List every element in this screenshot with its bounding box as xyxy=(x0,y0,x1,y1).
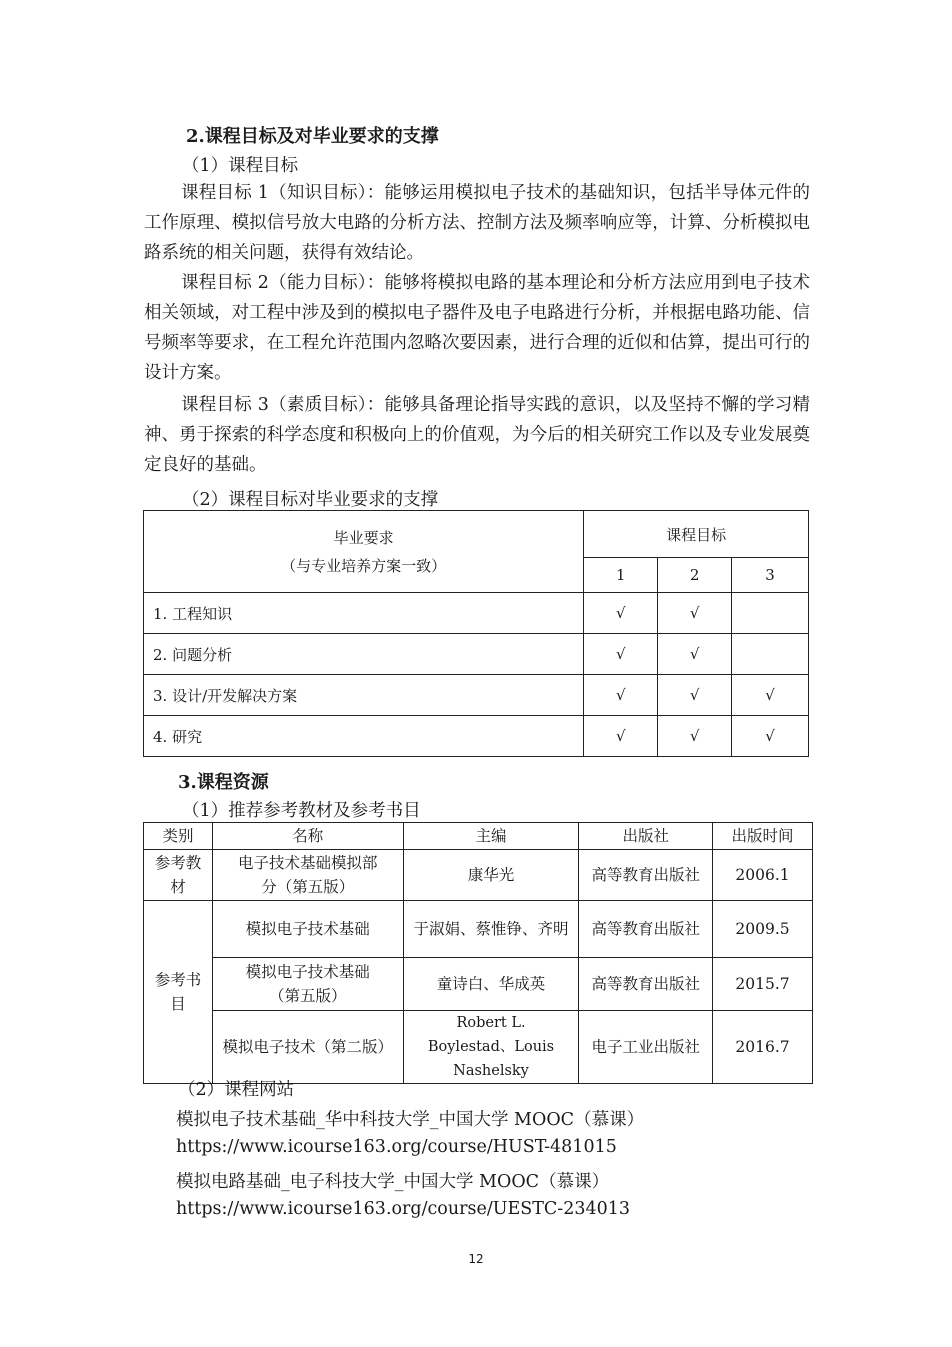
book-table xyxy=(143,822,813,1084)
requirement-subheader: （与专业培养方案一致） xyxy=(281,556,447,575)
objective-1-paragraph: 课程目标 1（知识目标）：能够运用模拟电子技术的基础知识，包括半导体元件的工作原理、模拟信号放大电路的分析方法、控制方法及频率响应等，计算、分析模拟电路系统的相关问题，获得有效结论。 xyxy=(144,183,810,263)
book-name: 电子技术基础模拟部分（第五版） xyxy=(212,850,403,901)
book-date: 2016.7 xyxy=(713,1011,813,1084)
header-date: 出版时间 xyxy=(713,823,813,850)
header-editor: 主编 xyxy=(403,823,579,850)
subsection-course-objectives: （1）课程目标 xyxy=(182,156,299,176)
mark-cell: √ xyxy=(658,716,732,757)
book-publisher: 高等教育出版社 xyxy=(579,958,713,1011)
book-publisher: 高等教育出版社 xyxy=(579,850,713,901)
requirement-cell: 2. 问题分析 xyxy=(144,634,584,675)
book-editor: 于淑娟、蔡惟铮、齐明 xyxy=(403,901,579,958)
table-row xyxy=(144,850,813,901)
table-row xyxy=(144,716,809,757)
table-row xyxy=(144,634,809,675)
table-row xyxy=(144,675,809,716)
website-2-name: 模拟电路基础_电子科技大学_中国大学 MOOC（慕课） xyxy=(176,1172,610,1192)
subsection-books: （1）推荐参考教材及参考书目 xyxy=(182,801,421,821)
mark-cell: √ xyxy=(584,634,658,675)
mark-cell xyxy=(732,634,809,675)
mark-cell: √ xyxy=(658,634,732,675)
book-publisher: 高等教育出版社 xyxy=(579,901,713,958)
website-2-url[interactable]: https://www.icourse163.org/course/UESTC-234013 xyxy=(176,1199,631,1219)
mark-cell: √ xyxy=(584,716,658,757)
support-table xyxy=(143,510,809,757)
header-name: 名称 xyxy=(212,823,403,850)
goal-col-1: 1 xyxy=(584,558,658,593)
mark-cell: √ xyxy=(584,675,658,716)
requirement-cell: 1. 工程知识 xyxy=(144,593,584,634)
mark-cell: √ xyxy=(658,593,732,634)
subsection-support: （2）课程目标对毕业要求的支撑 xyxy=(182,490,439,510)
requirement-header: 毕业要求 xyxy=(333,528,394,547)
book-name: 模拟电子技术基础 xyxy=(212,901,403,958)
table-row xyxy=(144,1011,813,1084)
goal-header: 课程目标 xyxy=(584,511,809,558)
goal-col-2: 2 xyxy=(658,558,732,593)
category-reference: 参考书目 xyxy=(144,901,213,1084)
book-date: 2009.5 xyxy=(713,901,813,958)
goal-col-3: 3 xyxy=(732,558,809,593)
book-name: 模拟电子技术基础（第五版） xyxy=(212,958,403,1011)
requirement-cell: 4. 研究 xyxy=(144,716,584,757)
mark-cell: √ xyxy=(732,716,809,757)
header-category: 类别 xyxy=(144,823,213,850)
mark-cell: √ xyxy=(658,675,732,716)
mark-cell xyxy=(732,593,809,634)
category-textbook: 参考教材 xyxy=(144,850,213,901)
book-date: 2015.7 xyxy=(713,958,813,1011)
section-3-title: 3.课程资源 xyxy=(178,772,269,793)
subsection-websites: （2）课程网站 xyxy=(178,1080,295,1100)
page-number: 12 xyxy=(468,1252,484,1266)
section-2-title: 2.课程目标及对毕业要求的支撑 xyxy=(186,126,439,147)
mark-cell: √ xyxy=(732,675,809,716)
book-editor: 童诗白、华成英 xyxy=(403,958,579,1011)
table-row xyxy=(144,593,809,634)
requirement-header-cell xyxy=(144,511,584,593)
requirement-cell: 3. 设计/开发解决方案 xyxy=(144,675,584,716)
objective-3-paragraph: 课程目标 3（素质目标）：能够具备理论指导实践的意识，以及坚持不懈的学习精神、勇于探索的科学态度和积极向上的价值观，为今后的相关研究工作以及专业发展奠定良好的基础。 xyxy=(144,395,810,475)
header-publisher: 出版社 xyxy=(579,823,713,850)
objective-2-paragraph: 课程目标 2（能力目标）：能够将模拟电路的基本理论和分析方法应用到电子技术相关领域，对工程中涉及到的模拟电子器件及电子电路进行分析，并根据电路功能、信号频率等要求，在工程允许范围内忽略次要因素，进行合理的近似和估算，提出可行的设计方案。 xyxy=(144,273,810,383)
book-editor: Robert L. Boylestad、Louis Nashelsky xyxy=(403,1011,579,1084)
book-publisher: 电子工业出版社 xyxy=(579,1011,713,1084)
mark-cell: √ xyxy=(584,593,658,634)
book-name: 模拟电子技术（第二版） xyxy=(212,1011,403,1084)
book-editor: 康华光 xyxy=(403,850,579,901)
website-1-url[interactable]: https://www.icourse163.org/course/HUST-481015 xyxy=(176,1137,617,1157)
book-date: 2006.1 xyxy=(713,850,813,901)
table-row xyxy=(144,958,813,1011)
website-1-name: 模拟电子技术基础_华中科技大学_中国大学 MOOC（慕课） xyxy=(176,1110,645,1130)
table-row xyxy=(144,901,813,958)
